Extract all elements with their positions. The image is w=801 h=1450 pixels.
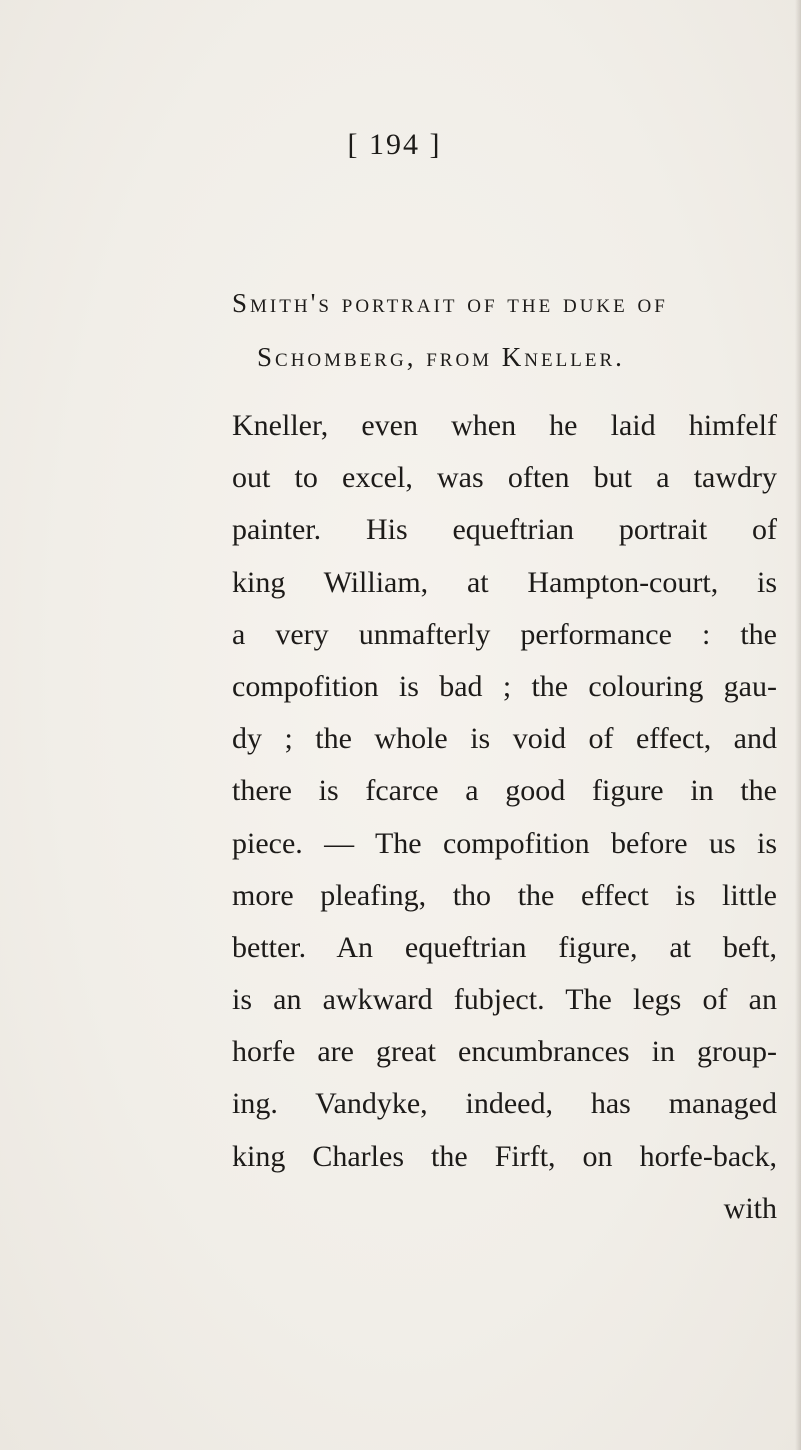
body-line: out to excel, was often but a tawdry xyxy=(232,461,777,495)
section-heading-line-1: Smith's portrait of the duke of xyxy=(232,288,668,318)
body-line: ing. Vandyke, indeed, has managed xyxy=(232,1087,777,1121)
body-line: dy ; the whole is void of effect, and xyxy=(232,722,777,756)
body-line: king Charles the Firft, on horfe-back, xyxy=(232,1139,777,1173)
body-line: is an awkward fubject. The legs of an xyxy=(232,983,777,1017)
page-number: [ 194 ] xyxy=(347,128,442,161)
body-line: king William, at Hampton-court, is xyxy=(232,565,777,599)
body-line: horfe are great encumbrances in group- xyxy=(232,1035,777,1069)
body-line: piece. — The compofition before us is xyxy=(232,826,777,860)
body-line: Kneller, even when he laid himfelf xyxy=(232,409,777,442)
body-line: better. An equeftrian figure, at beft, xyxy=(232,930,777,964)
body-line: there is fcarce a good figure in the xyxy=(232,774,777,808)
page-edge-shadow xyxy=(795,0,801,1450)
body-line: painter. His equeftrian portrait of xyxy=(232,513,777,547)
body-line: a very unmafterly performance : the xyxy=(232,617,777,651)
body-line: more pleafing, tho the effect is little xyxy=(232,878,777,912)
section-heading-line-2: Schomberg, from Kneller. xyxy=(257,342,625,372)
catchword: with xyxy=(723,1191,777,1225)
body-line: compofition is bad ; the colouring gau- xyxy=(232,669,777,703)
body-paragraph xyxy=(232,400,777,1235)
